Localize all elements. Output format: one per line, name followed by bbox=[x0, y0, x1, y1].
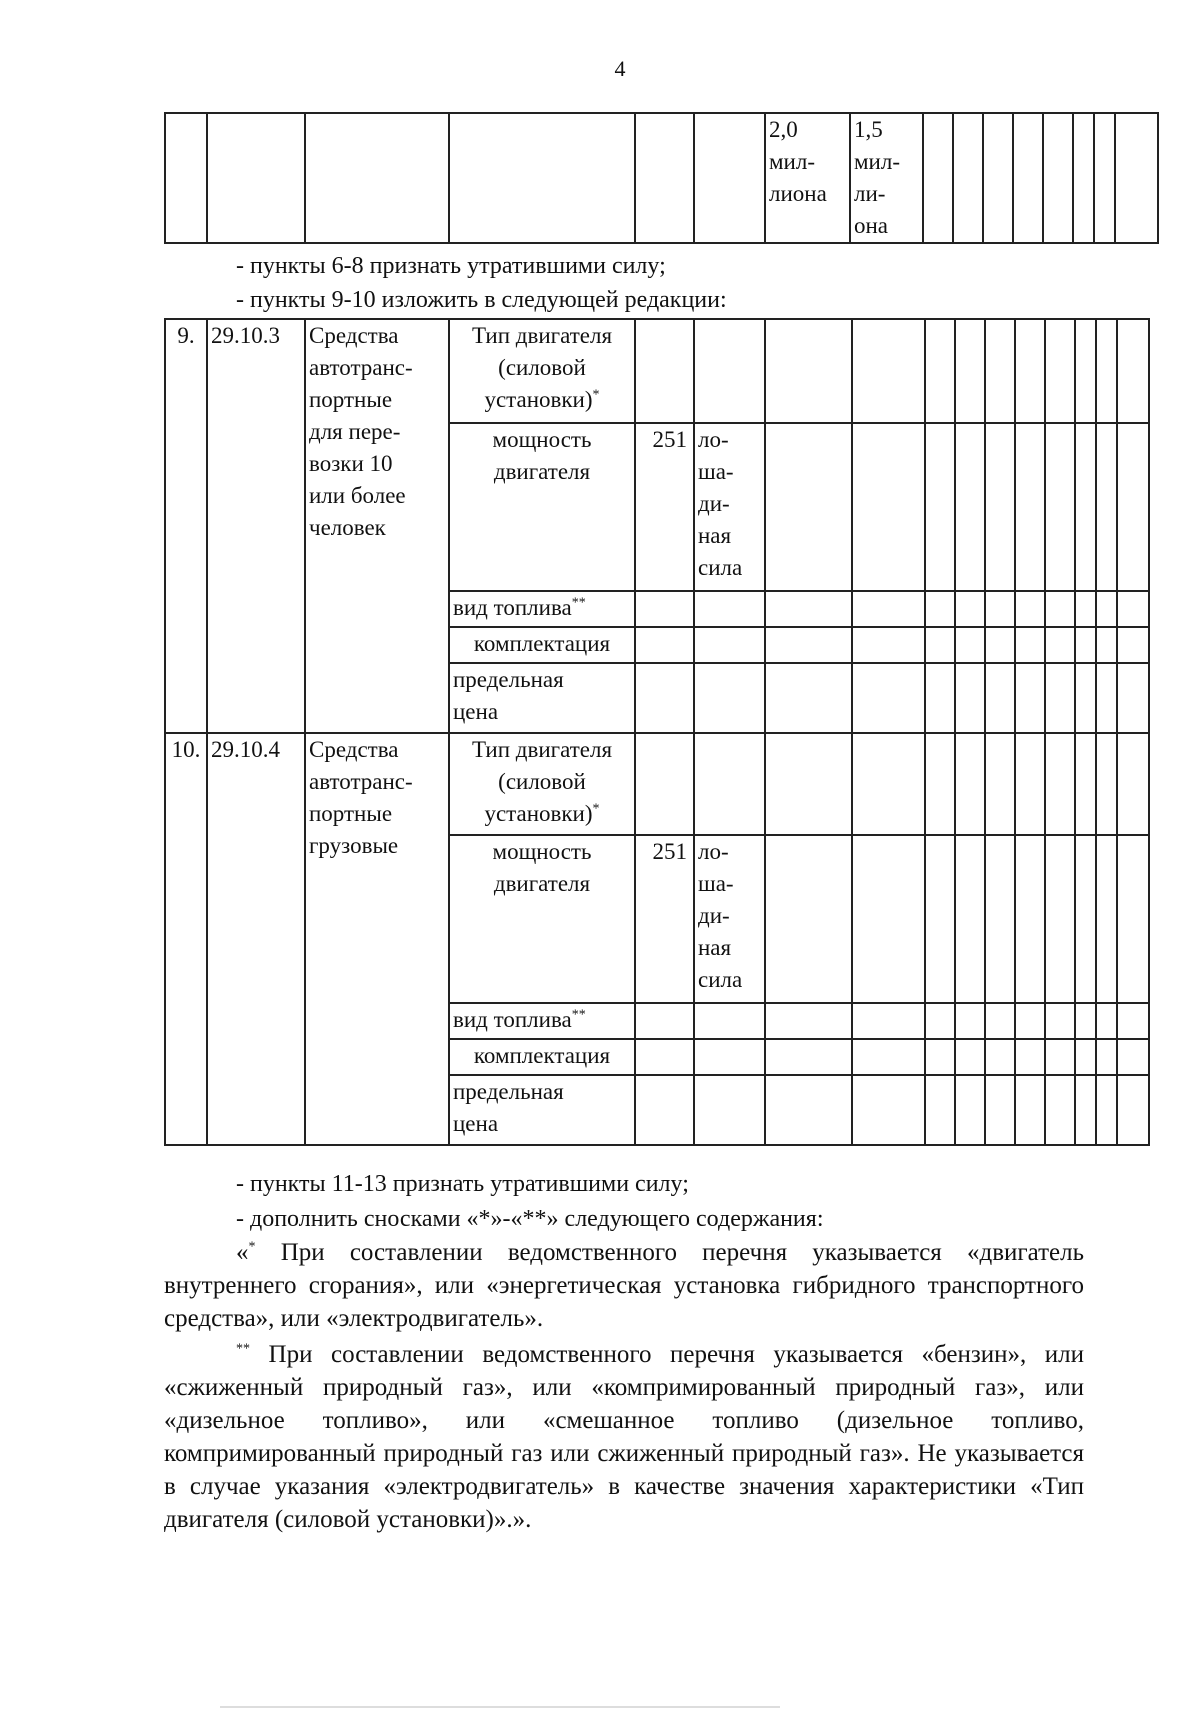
scan-artifact-line bbox=[220, 1706, 780, 1708]
table-cell bbox=[955, 1039, 985, 1075]
table-cell bbox=[925, 1039, 955, 1075]
table-cell bbox=[1096, 1075, 1117, 1145]
table-cell bbox=[694, 591, 765, 627]
cell-line: ная bbox=[698, 935, 732, 960]
table-cell bbox=[1015, 591, 1045, 627]
table-cell bbox=[1117, 319, 1149, 423]
table-row bbox=[165, 113, 1158, 243]
table-row bbox=[165, 733, 1149, 835]
table-cell bbox=[1117, 663, 1149, 733]
table-cell bbox=[1117, 591, 1149, 627]
table-cell bbox=[1015, 1003, 1045, 1039]
equipment-label bbox=[449, 1039, 635, 1075]
table-cell bbox=[1117, 1039, 1149, 1075]
table-cell bbox=[985, 733, 1015, 835]
table-cell bbox=[852, 1075, 925, 1145]
cell-line: ди- bbox=[698, 491, 730, 516]
table-cell bbox=[1117, 1075, 1149, 1145]
table-cell bbox=[765, 1039, 852, 1075]
table-cell bbox=[1117, 1003, 1149, 1039]
table-cell bbox=[1045, 835, 1075, 1003]
cell-line: возки 10 bbox=[309, 451, 393, 476]
table-cell bbox=[1096, 1039, 1117, 1075]
row-number-text: 10. bbox=[171, 737, 201, 762]
cell-line: ша- bbox=[698, 871, 734, 896]
instruction-line: - дополнить сносками «*»-«**» следующего содержания: bbox=[236, 1206, 824, 1232]
table-cell bbox=[985, 1075, 1015, 1145]
table-cell bbox=[955, 319, 985, 423]
table-cell bbox=[1075, 835, 1096, 1003]
table-cell bbox=[955, 591, 985, 627]
cell-line: или более bbox=[309, 483, 406, 508]
table-cell bbox=[1075, 591, 1096, 627]
table-cell bbox=[1075, 319, 1096, 423]
power-value bbox=[635, 835, 694, 1003]
table-cell bbox=[983, 113, 1013, 243]
table-cell bbox=[1094, 113, 1115, 243]
table-cell bbox=[765, 627, 852, 663]
table-cell bbox=[1013, 113, 1043, 243]
table-cell bbox=[635, 1003, 694, 1039]
footnote-mark: * bbox=[248, 1239, 256, 1255]
footnote-mark: ** bbox=[571, 1007, 586, 1023]
table-cell bbox=[694, 1003, 765, 1039]
table-cell bbox=[925, 663, 955, 733]
table-cell bbox=[955, 627, 985, 663]
row-number bbox=[165, 319, 207, 733]
okpd-code-text: 29.10.3 bbox=[211, 323, 280, 348]
table-cell bbox=[852, 423, 925, 591]
table-cell bbox=[925, 733, 955, 835]
cell-line: грузовые bbox=[309, 833, 399, 858]
table-cell bbox=[1045, 663, 1075, 733]
table-cell bbox=[1075, 733, 1096, 835]
table-cell bbox=[1096, 627, 1117, 663]
table-cell bbox=[765, 835, 852, 1003]
table-row bbox=[165, 319, 1149, 423]
table-cell bbox=[1043, 113, 1073, 243]
table-cell bbox=[955, 1075, 985, 1145]
power-value bbox=[635, 423, 694, 591]
table-cell bbox=[923, 113, 953, 243]
table-cell bbox=[765, 423, 852, 591]
table-cell bbox=[635, 319, 694, 423]
table-cell bbox=[765, 319, 852, 423]
table-cell bbox=[985, 423, 1015, 591]
footnote-text: При составлении ведомственного перечня указывается «бензин», или «сжиженный природный газ», или «компримированный природный газ», или «дизельное топливо», или «смешанное топливо (дизельное топливо, компримированный природный газ или сжиженный природный газ». Не указывается в случае указания «электродвигатель» в качестве значения характеристики «Тип двигателя (силовой установки)».». bbox=[164, 1341, 1084, 1533]
cell-line: ная bbox=[698, 523, 732, 548]
table-cell bbox=[635, 1075, 694, 1145]
table-cell bbox=[635, 627, 694, 663]
table-cell bbox=[953, 113, 983, 243]
cell-line: цена bbox=[453, 1111, 499, 1136]
table-cell bbox=[1117, 733, 1149, 835]
table-cell bbox=[1075, 1039, 1096, 1075]
engine-type-label bbox=[449, 319, 635, 423]
footnote-mark: ** bbox=[571, 595, 586, 611]
table-cell bbox=[985, 663, 1015, 733]
table-cell bbox=[1045, 733, 1075, 835]
cell-line: сила bbox=[698, 967, 743, 992]
table-cell bbox=[1045, 319, 1075, 423]
table-cell bbox=[1045, 1075, 1075, 1145]
continuation-table bbox=[164, 112, 1159, 244]
okpd-code bbox=[207, 319, 305, 733]
table-cell bbox=[1045, 423, 1075, 591]
table-cell bbox=[955, 835, 985, 1003]
table-cell bbox=[1015, 319, 1045, 423]
equipment-label bbox=[449, 627, 635, 663]
cell-line: лиона bbox=[769, 181, 827, 206]
cell-line: автотранс- bbox=[309, 769, 413, 794]
footnote-text: При составлении ведомственного перечня указывается «двигатель внутреннего сгорания», или «энергетическая установка гибридного транспортного средства», или «электродвигатель». bbox=[164, 1239, 1084, 1332]
table-cell bbox=[985, 627, 1015, 663]
table-cell bbox=[852, 1003, 925, 1039]
table-cell bbox=[1096, 663, 1117, 733]
cell-line: для пере- bbox=[309, 419, 401, 444]
cell-line: Средства bbox=[309, 737, 399, 762]
cell-line: ша- bbox=[698, 459, 734, 484]
table-cell bbox=[1015, 627, 1045, 663]
items-table bbox=[164, 318, 1150, 1146]
cell-line: ли- bbox=[854, 181, 886, 206]
cell-line bbox=[453, 384, 631, 416]
table-cell bbox=[1096, 591, 1117, 627]
table-cell bbox=[635, 733, 694, 835]
table-cell bbox=[925, 1075, 955, 1145]
table-cell bbox=[635, 1039, 694, 1075]
table-cell bbox=[635, 663, 694, 733]
cell-line: мощность bbox=[492, 427, 592, 452]
table-cell bbox=[694, 113, 765, 243]
table-cell bbox=[694, 663, 765, 733]
table-cell bbox=[852, 319, 925, 423]
power-value-text: 251 bbox=[652, 839, 687, 864]
table-cell bbox=[207, 113, 305, 243]
table-cell bbox=[925, 627, 955, 663]
cell-text: установки) bbox=[484, 801, 593, 826]
table-cell bbox=[985, 319, 1015, 423]
table-cell bbox=[925, 319, 955, 423]
power-label bbox=[449, 423, 635, 591]
table-cell bbox=[852, 835, 925, 1003]
price-label bbox=[449, 1075, 635, 1145]
table-cell bbox=[1075, 1003, 1096, 1039]
table-cell bbox=[925, 423, 955, 591]
cell-line: 1,5 bbox=[854, 117, 883, 142]
power-label bbox=[449, 835, 635, 1003]
table-cell bbox=[1096, 319, 1117, 423]
fuel-label bbox=[449, 1003, 635, 1039]
table-cell bbox=[1117, 835, 1149, 1003]
table-cell bbox=[765, 663, 852, 733]
table-cell bbox=[955, 733, 985, 835]
table-cell bbox=[925, 591, 955, 627]
table-cell bbox=[1015, 733, 1045, 835]
table-cell bbox=[1015, 1075, 1045, 1145]
table-cell bbox=[852, 591, 925, 627]
table-cell bbox=[165, 113, 207, 243]
table-cell bbox=[1015, 423, 1045, 591]
table-cell bbox=[955, 423, 985, 591]
table-cell bbox=[1096, 1003, 1117, 1039]
price-cell-col9 bbox=[850, 113, 923, 243]
table-cell bbox=[852, 663, 925, 733]
cell-line: предельная bbox=[453, 667, 564, 692]
cell-line: Тип двигателя bbox=[471, 323, 613, 348]
table-cell bbox=[1045, 1003, 1075, 1039]
footnote-2 bbox=[164, 1338, 1084, 1536]
cell-text: комплектация bbox=[473, 631, 611, 656]
table-cell bbox=[694, 1075, 765, 1145]
cell-text: комплектация bbox=[473, 1043, 611, 1068]
power-value-text: 251 bbox=[652, 427, 687, 452]
table-cell bbox=[694, 627, 765, 663]
table-cell bbox=[1075, 1075, 1096, 1145]
instruction-line: - пункты 11-13 признать утратившими силу; bbox=[236, 1171, 689, 1197]
table-cell bbox=[1015, 663, 1045, 733]
footnote-mark: ** bbox=[236, 1341, 250, 1357]
table-cell bbox=[765, 733, 852, 835]
table-cell bbox=[1045, 1039, 1075, 1075]
table-cell bbox=[852, 627, 925, 663]
cell-line: ло- bbox=[698, 839, 729, 864]
table-cell bbox=[925, 1003, 955, 1039]
table-cell bbox=[1096, 733, 1117, 835]
cell-line: человек bbox=[309, 515, 386, 540]
table-cell bbox=[985, 1039, 1015, 1075]
table-cell bbox=[765, 1075, 852, 1145]
table-cell bbox=[852, 1039, 925, 1075]
table-cell bbox=[1015, 1039, 1045, 1075]
table-cell bbox=[1045, 591, 1075, 627]
cell-line: портные bbox=[309, 801, 393, 826]
cell-line: ло- bbox=[698, 427, 729, 452]
cell-line: двигателя bbox=[493, 459, 591, 484]
table-cell bbox=[1073, 113, 1094, 243]
instruction-line: - пункты 9-10 изложить в следующей редакции: bbox=[236, 287, 727, 313]
table-cell bbox=[955, 1003, 985, 1039]
page-number: 4 bbox=[614, 56, 626, 81]
cell-line: мил- bbox=[854, 149, 900, 174]
table-cell bbox=[1075, 663, 1096, 733]
cell-line: цена bbox=[453, 699, 499, 724]
table-cell bbox=[955, 663, 985, 733]
table-cell bbox=[925, 835, 955, 1003]
table-cell bbox=[635, 113, 694, 243]
cell-line: предельная bbox=[453, 1079, 564, 1104]
table-cell bbox=[985, 1003, 1015, 1039]
cell-line: Тип двигателя bbox=[471, 737, 613, 762]
table-cell bbox=[305, 113, 449, 243]
table-cell bbox=[1015, 835, 1045, 1003]
table-cell bbox=[694, 1039, 765, 1075]
footnote-mark: * bbox=[592, 387, 600, 403]
table-cell bbox=[1117, 627, 1149, 663]
table-cell bbox=[765, 1003, 852, 1039]
engine-type-label bbox=[449, 733, 635, 835]
footnote-mark: * bbox=[592, 801, 600, 817]
table-cell bbox=[1117, 423, 1149, 591]
cell-line: (силовой bbox=[498, 355, 586, 380]
price-label bbox=[449, 663, 635, 733]
footnote-1 bbox=[164, 1236, 1084, 1335]
cell-line: мощность bbox=[492, 839, 592, 864]
table-cell bbox=[985, 591, 1015, 627]
table-cell bbox=[852, 733, 925, 835]
cell-line: портные bbox=[309, 387, 393, 412]
cell-line: автотранс- bbox=[309, 355, 413, 380]
cell-line: ди- bbox=[698, 903, 730, 928]
table-cell bbox=[1115, 113, 1158, 243]
item-name bbox=[305, 733, 449, 1145]
cell-text: вид топлива bbox=[453, 595, 572, 620]
table-cell bbox=[985, 835, 1015, 1003]
cell-line: (силовой bbox=[498, 769, 586, 794]
cell-line bbox=[453, 798, 631, 830]
cell-text: вид топлива bbox=[453, 1007, 572, 1032]
table-cell bbox=[694, 319, 765, 423]
table-cell bbox=[765, 591, 852, 627]
cell-line: мил- bbox=[769, 149, 815, 174]
table-cell bbox=[449, 113, 635, 243]
cell-line: 2,0 bbox=[769, 117, 798, 142]
table-cell bbox=[635, 591, 694, 627]
instruction-line: - пункты 6-8 признать утратившими силу; bbox=[236, 253, 666, 279]
cell-line: она bbox=[854, 213, 889, 238]
row-number bbox=[165, 733, 207, 1145]
row-number-text: 9. bbox=[177, 323, 195, 348]
cell-text: установки) bbox=[484, 387, 593, 412]
power-unit bbox=[694, 835, 765, 1003]
okpd-code bbox=[207, 733, 305, 1145]
okpd-code-text: 29.10.4 bbox=[211, 737, 280, 762]
table-cell bbox=[1075, 423, 1096, 591]
item-name bbox=[305, 319, 449, 733]
table-cell bbox=[1096, 835, 1117, 1003]
cell-line: Средства bbox=[309, 323, 399, 348]
table-cell bbox=[1075, 627, 1096, 663]
table-cell bbox=[694, 733, 765, 835]
fuel-label bbox=[449, 591, 635, 627]
price-cell-col8 bbox=[765, 113, 850, 243]
table-cell bbox=[1096, 423, 1117, 591]
cell-line: сила bbox=[698, 555, 743, 580]
power-unit bbox=[694, 423, 765, 591]
quote-open: « bbox=[236, 1239, 249, 1266]
cell-line: двигателя bbox=[493, 871, 591, 896]
table-cell bbox=[1045, 627, 1075, 663]
